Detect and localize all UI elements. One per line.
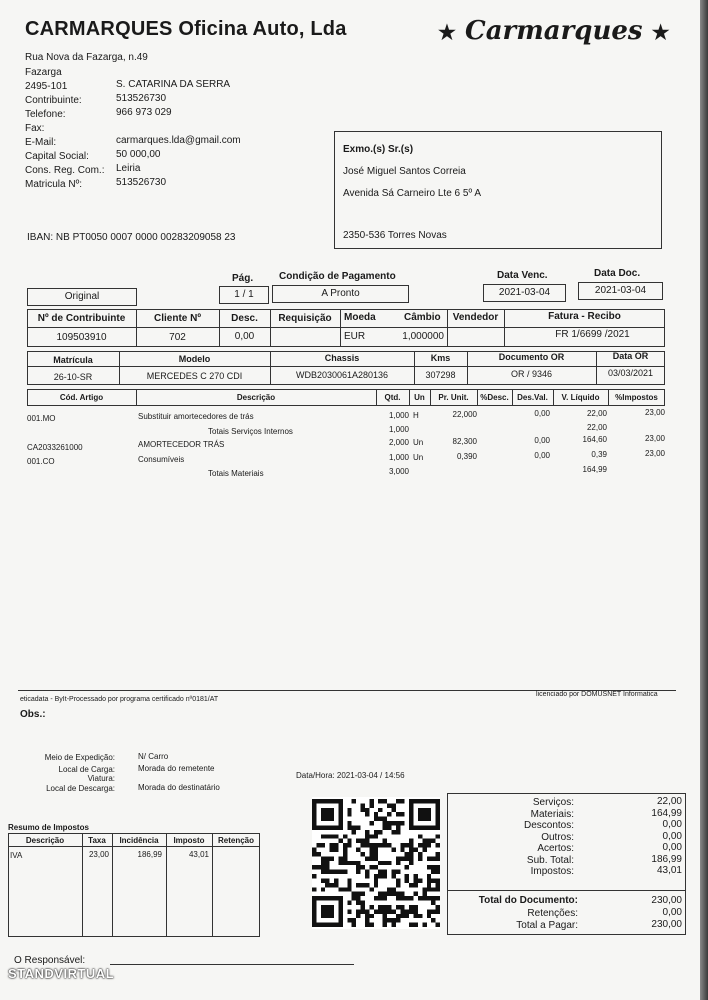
star-icon: ★	[651, 20, 670, 44]
doc-value: 2021-03-04	[594, 285, 647, 296]
item-desc: AMORTECEDOR TRÁS	[138, 440, 225, 449]
datahora: Data/Hora: 2021-03-04 / 14:56	[296, 771, 405, 780]
matricula-value: 513526730	[116, 177, 167, 188]
watermark-logo: STANDVIRTUAL	[8, 966, 115, 981]
logo-text: Carmarques	[465, 16, 643, 46]
email-label: E-Mail:	[25, 137, 57, 148]
company-city: S. CATARINA DA SERRA	[116, 79, 231, 90]
h3-label-matricula: Matrícula	[53, 355, 93, 365]
client-address: Avenida Sá Carneiro Lte 6 5º A	[343, 188, 482, 199]
item-desc: Totais Materiais	[208, 469, 264, 478]
pagar-value: 230,00	[651, 919, 682, 930]
totals-row-label: Descontos:	[523, 820, 574, 831]
item-net: 164,99	[582, 465, 607, 474]
h2-label-vendedor: Vendedor	[452, 312, 499, 323]
star-icon: ★	[438, 20, 456, 44]
email-value: carmarques.lda@gmail.com	[116, 135, 241, 146]
item-net: 22,00	[586, 423, 607, 432]
contribuinte-value: 513526730	[116, 93, 167, 104]
pag-label: Pág.	[232, 273, 254, 284]
descarga-value: Morada do destinatário	[138, 783, 220, 792]
item-desc: Substituir amortecedores de trás	[138, 412, 254, 421]
item-net: 0,39	[591, 450, 607, 459]
item-dval: 0,00	[534, 436, 550, 445]
h2-value-moeda: EUR	[344, 331, 366, 342]
h3-label-kms: Kms	[430, 353, 451, 363]
totals-row-label: Serviços:	[532, 797, 574, 808]
client-name: José Miguel Santos Correia	[343, 166, 466, 177]
venc-value: 2021-03-04	[498, 287, 551, 298]
totals-row-value: 0,00	[662, 830, 682, 842]
telefone-value: 966 973 029	[116, 107, 172, 118]
totals-row-label: Outros:	[541, 831, 574, 843]
certified-text: eticadata - ByIt-Processado por programa certificado nº0181/AT	[20, 696, 219, 703]
item-price: 82,300	[452, 437, 477, 446]
totals-row-label: Sub. Total:	[526, 854, 574, 866]
items-header-code: Cód. Artigo	[59, 393, 104, 402]
item-qty: 3,000	[388, 467, 409, 476]
original-label: Original	[64, 291, 100, 302]
item-tax: 23,00	[644, 449, 665, 458]
h3-label-chassis: Chassis	[324, 353, 360, 363]
item-un: Un	[413, 438, 424, 447]
total-doc-label: Total do Documento:	[478, 895, 578, 906]
resumo-header-imposto: Imposto	[173, 836, 205, 845]
h3-value-kms: 307298	[425, 370, 456, 380]
h2-label-contrib: Nº de Contribuinte	[37, 313, 126, 324]
licensed-text: licenciado por DOMUSNET Informatica	[536, 691, 658, 698]
h2-value-cliente: 702	[169, 332, 186, 343]
resumo-iva: IVA	[10, 851, 23, 860]
item-desc: Totais Serviços Internos	[208, 427, 293, 436]
totals-row-value: 0,00	[662, 819, 682, 830]
meio-value: N/ Carro	[138, 752, 169, 761]
totals-row-label: Impostos:	[530, 866, 574, 877]
qr-code	[312, 797, 440, 929]
pagar-label: Total a Pagar:	[516, 920, 578, 931]
client-postal: 2350-536 Torres Novas	[343, 230, 447, 241]
item-code: 001.MO	[27, 414, 56, 423]
cons-label: Cons. Reg. Com.:	[25, 165, 105, 176]
retencoes-value: 0,00	[662, 907, 682, 918]
resumo-taxa: 23,00	[88, 850, 109, 859]
descarga-label: Local de Descarga:	[46, 784, 115, 793]
item-un: H	[413, 411, 419, 420]
meio-label: Meio de Expedição:	[44, 753, 115, 762]
h2-label-cliente: Cliente Nº	[154, 313, 201, 324]
cond-label: Condição de Pagamento	[279, 271, 396, 282]
h2-value-cambio: 1,000000	[402, 331, 444, 342]
fax-label: Fax:	[25, 123, 45, 134]
item-un: Un	[413, 453, 424, 462]
h3-label-modelo: Modelo	[178, 354, 211, 364]
matricula-label: Matricula Nº:	[25, 179, 82, 190]
items-header-price: Pr. Unit.	[438, 393, 469, 402]
company-postal: 2495-101	[25, 81, 68, 92]
item-desc: Consumíveis	[138, 455, 185, 464]
items-header-desc: Descrição	[236, 393, 276, 402]
item-qty: 1,000	[388, 453, 409, 462]
h3-value-documento: OR / 9346	[510, 369, 553, 379]
totals-row-label: Materiais:	[530, 808, 574, 820]
signature-line	[110, 964, 354, 965]
h2-label-requisicao: Requisição	[278, 313, 332, 324]
company-name: CARMARQUES Oficina Auto, Lda	[25, 18, 347, 40]
venc-label: Data Venc.	[497, 270, 548, 281]
totals-row-value: 43,01	[656, 865, 682, 876]
item-qty: 2,000	[388, 438, 409, 447]
item-code: 001.CO	[27, 457, 55, 466]
pag-value: 1 / 1	[234, 289, 254, 300]
item-code: CA2033261000	[27, 443, 83, 452]
capital-label: Capital Social:	[25, 151, 89, 162]
totals-row-label: Acertos:	[537, 843, 574, 854]
items-header-dval: Des.Val.	[517, 393, 548, 402]
totals-row-value: 186,99	[651, 853, 682, 865]
h3-label-dataor: Data OR	[612, 351, 649, 361]
page-edge	[700, 0, 708, 1000]
item-tax: 23,00	[644, 408, 665, 417]
resumo-header-incidencia: Incidência	[119, 836, 159, 845]
resumo-header-taxa: Taxa	[88, 836, 106, 845]
viatura-label: Viatura:	[87, 774, 115, 783]
h3-label-documento: Documento OR	[498, 352, 565, 362]
cons-value: Leiria	[116, 163, 141, 174]
h2-label-fatura: Fatura - Recibo	[548, 311, 621, 322]
carga-value: Morada do remetente	[138, 764, 215, 773]
totals-row-value: 0,00	[662, 842, 682, 853]
items-header-disc: %Desc.	[480, 393, 509, 402]
resumo-title: Resumo de Impostos	[8, 823, 89, 832]
items-header-tax: %Impostos	[615, 393, 658, 402]
responsavel-label: O Responsável:	[14, 955, 86, 966]
item-net: 22,00	[586, 409, 607, 418]
iban: IBAN: NB PT0050 0007 0000 00283209058 23	[27, 232, 236, 243]
resumo-header-desc: Descrição	[25, 836, 65, 845]
items-header-net: V. Líquido	[561, 393, 600, 402]
item-net: 164,60	[582, 435, 607, 444]
resumo-box	[8, 833, 260, 937]
telefone-label: Telefone:	[25, 109, 66, 120]
items-header-un: Un	[414, 393, 425, 402]
item-tax: 23,00	[644, 434, 665, 443]
retencoes-label: Retenções:	[527, 908, 578, 919]
contribuinte-label: Contribuinte:	[25, 95, 82, 106]
resumo-header-retencao: Retenção	[217, 836, 254, 845]
item-dval: 0,00	[534, 451, 550, 460]
item-qty: 1,000	[388, 411, 409, 420]
resumo-imposto: 43,01	[188, 850, 209, 859]
cond-value: A Pronto	[321, 288, 360, 299]
item-qty: 1,000	[388, 425, 409, 434]
h2-label-cambio: Câmbio	[404, 312, 441, 323]
h2-value-fatura: FR 1/6699 /2021	[555, 329, 630, 340]
carga-label: Local de Carga:	[58, 765, 115, 774]
client-salutation: Exmo.(s) Sr.(s)	[343, 144, 414, 155]
totals-row-value: 164,99	[651, 807, 682, 819]
h2-value-desc: 0,00	[234, 331, 255, 342]
capital-value: 50 000,00	[116, 149, 161, 160]
obs-label: Obs.:	[20, 709, 46, 720]
h3-value-matricula: 26-10-SR	[53, 372, 93, 382]
totals-row-value: 22,00	[656, 796, 682, 807]
h3-value-modelo: MERCEDES C 270 CDI	[146, 371, 243, 381]
resumo-incidencia: 186,99	[137, 850, 162, 859]
total-doc-value: 230,00	[651, 895, 682, 906]
h3-value-chassis: WDB2030061A280136	[295, 370, 389, 380]
company-address: Rua Nova da Fazarga, n.49	[25, 52, 148, 63]
item-price: 22,000	[452, 410, 477, 419]
company-logo	[438, 16, 670, 46]
company-locality: Fazarga	[25, 67, 62, 78]
item-price: 0,390	[456, 452, 477, 461]
doc-label: Data Doc.	[594, 268, 641, 279]
h2-value-contrib: 109503910	[56, 332, 107, 343]
h2-label-moeda: Moeda	[344, 312, 376, 323]
h2-label-desc: Desc.	[231, 313, 258, 324]
h3-value-dataor: 03/03/2021	[607, 368, 654, 378]
item-dval: 0,00	[534, 409, 550, 418]
items-header-qty: Qtd.	[384, 393, 401, 402]
